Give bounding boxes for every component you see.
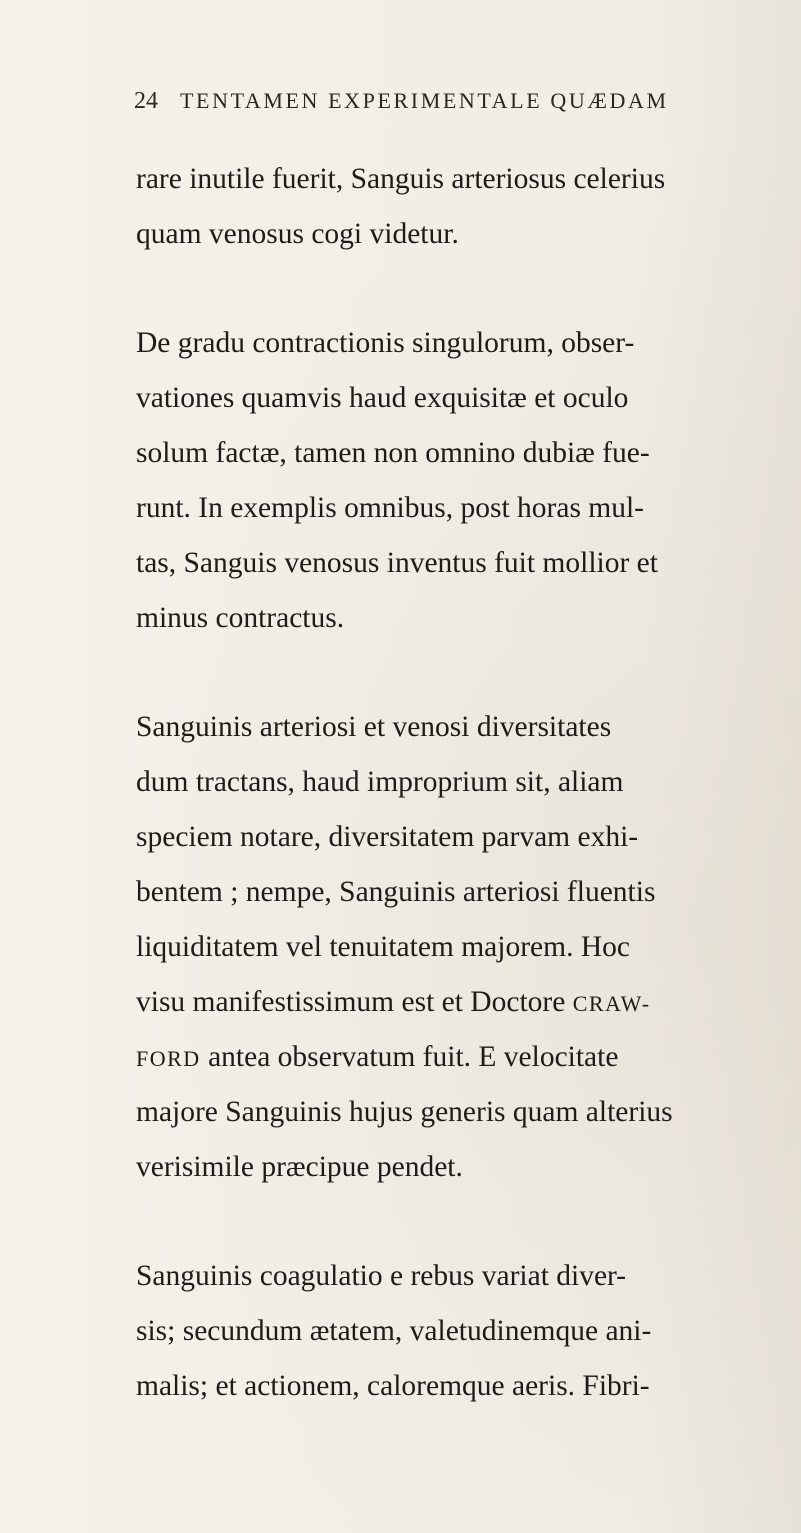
text-line (136, 1039, 618, 1077)
text-line: bentem ; nempe, Sanguinis arteriosi fluentis (136, 876, 656, 908)
text-fragment: visu manifestissimum est et Doctore (136, 986, 573, 1018)
text-line: verisimile præcipue pendet. (136, 1151, 463, 1183)
text-line: vationes quamvis haud exquisitæ et oculo (136, 382, 629, 414)
text-line: dum tractans, haud improprium sit, aliam (136, 766, 624, 798)
text-line: Sanguinis coagulatio e rebus variat diver- (136, 1260, 627, 1292)
text-line: liquiditatem vel tenuitatem majorem. Hoc (136, 931, 630, 963)
text-line: malis; et actionem, caloremque aeris. Fibri- (136, 1370, 650, 1402)
running-title: TENTAMEN EXPERIMENTALE QUÆDAM (180, 88, 669, 113)
text-fragment: antea observatum fuit. E velocitate (200, 1041, 619, 1073)
text-line: solum factæ, tamen non omnino dubiæ fue- (136, 437, 650, 469)
running-header (134, 88, 669, 115)
text-line: tas, Sanguis venosus inventus fuit mollior et (136, 547, 658, 579)
text-line: Sanguinis arteriosi et venosi diversitates (136, 711, 612, 743)
text-line: runt. In exemplis omnibus, post horas mul- (136, 492, 645, 524)
small-caps-name: CRAW- (572, 991, 651, 1016)
text-line: majore Sanguinis hujus generis quam alterius (136, 1096, 673, 1128)
text-line: De gradu contractionis singulorum, obser- (136, 327, 635, 359)
text-line: quam venosus cogi videtur. (136, 218, 459, 250)
small-caps-name: FORD (136, 1046, 201, 1071)
text-line: minus contractus. (136, 602, 345, 634)
text-line (136, 984, 651, 1022)
page-number: 24 (134, 88, 158, 114)
text-line: speciem notare, diversitatem parvam exhi- (136, 821, 639, 853)
text-line: rare inutile fuerit, Sanguis arteriosus celerius (136, 163, 666, 195)
text-line: sis; secundum ætatem, valetudinemque ani- (136, 1315, 652, 1347)
